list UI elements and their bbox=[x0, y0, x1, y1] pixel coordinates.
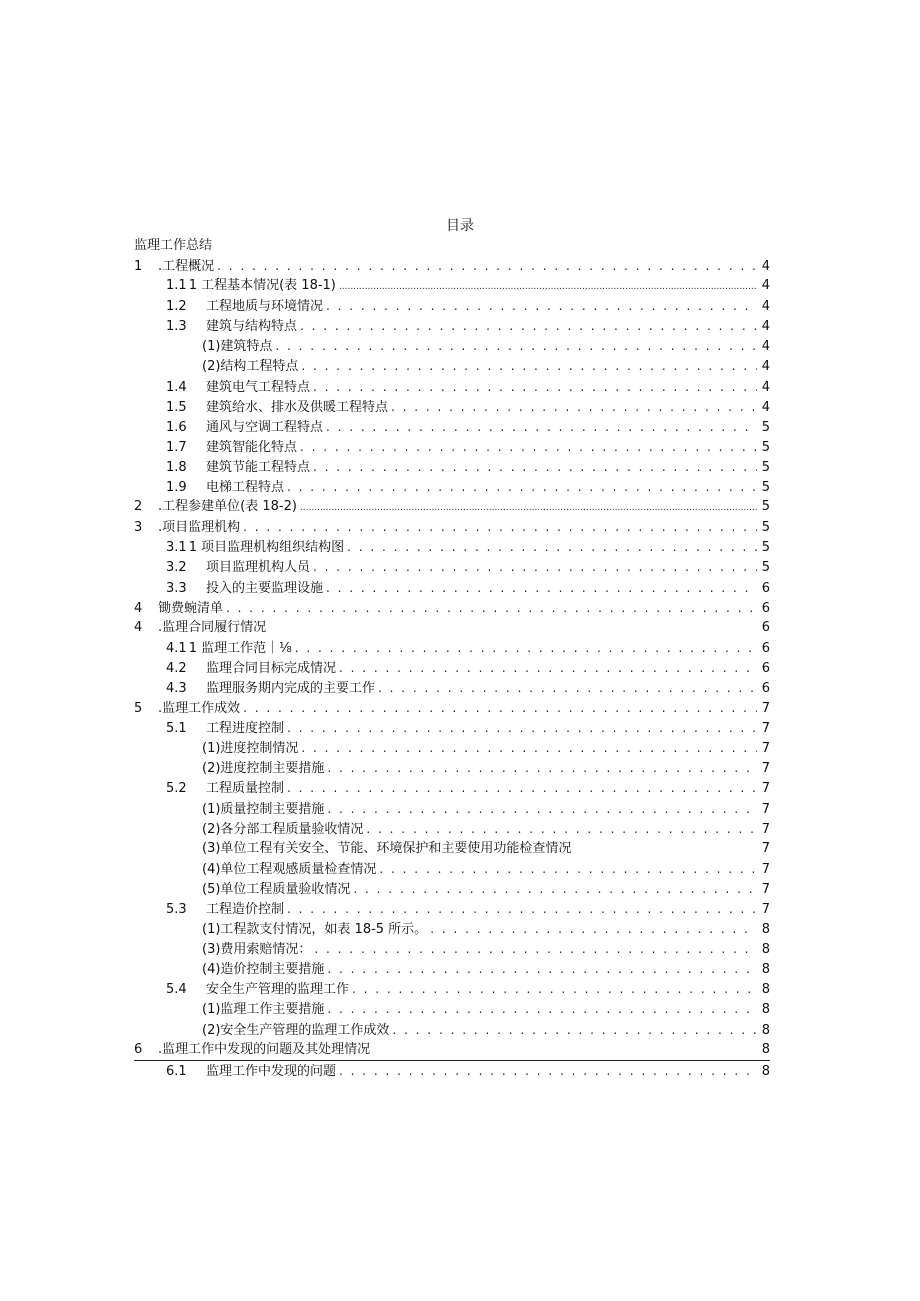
toc-entry-page: 8 bbox=[761, 1022, 770, 1038]
toc-entry[interactable] bbox=[134, 718, 770, 738]
toc-dot-leader bbox=[326, 417, 757, 437]
toc-entry-label: 建筑节能工程特点 bbox=[206, 459, 311, 475]
toc-entry-label: (2)结构工程特点 bbox=[202, 359, 299, 375]
toc-entry[interactable] bbox=[134, 799, 770, 819]
toc-entry-label: (1)工程款支付情况，如表 18-5 所示。 bbox=[202, 922, 428, 938]
toc-entry-label: (1)进度控制情况 bbox=[202, 741, 299, 757]
toc-entry-label: (2)安全生产管理的监理工作成效 bbox=[202, 1022, 390, 1038]
toc-entry-page: 4 bbox=[761, 379, 770, 395]
toc-entry-page: 5 bbox=[761, 499, 770, 515]
toc-entry-page: 4 bbox=[761, 319, 770, 335]
toc-entry-page: 7 bbox=[761, 761, 770, 777]
toc-entry-label: 工程造价控制 bbox=[206, 902, 285, 917]
toc-entry-number: 1.8 bbox=[166, 459, 187, 475]
toc-entry[interactable] bbox=[134, 417, 770, 437]
toc-entry-number: 2 bbox=[134, 499, 143, 515]
toc-entry-label: .工程概况 bbox=[158, 259, 215, 274]
toc-entry[interactable] bbox=[134, 256, 770, 276]
toc-entry-page: 8 bbox=[761, 1063, 770, 1079]
toc-entry[interactable] bbox=[134, 578, 770, 598]
toc-entry-page: 6 bbox=[761, 600, 770, 616]
toc-dot-leader bbox=[313, 457, 757, 477]
toc-entry[interactable] bbox=[134, 678, 770, 698]
toc-dot-leader bbox=[217, 256, 757, 276]
toc-entry-number: 1.1 bbox=[166, 278, 187, 294]
toc-entry-page: 7 bbox=[761, 840, 770, 856]
toc-entry-label: 建筑给水、排水及供暖工程特点 bbox=[206, 399, 389, 415]
toc-entry-label: 工程进度控制 bbox=[206, 721, 285, 737]
toc-entry-page: 5 bbox=[761, 520, 770, 536]
toc-entry-number: 6 bbox=[134, 1041, 143, 1057]
toc-entry-label: .监理合同履行情况 bbox=[158, 619, 267, 635]
toc-entry[interactable] bbox=[134, 899, 770, 919]
toc-entry[interactable] bbox=[134, 1040, 770, 1061]
toc-entry-number: 1.9 bbox=[166, 480, 187, 496]
toc-entry[interactable] bbox=[134, 397, 770, 417]
toc-entry-page: 6 bbox=[761, 580, 770, 596]
toc-entry-label: 1 监理工作范｜⅛ bbox=[188, 640, 292, 656]
toc-entry-label: .监理工作成效 bbox=[158, 701, 241, 717]
toc-dot-leader bbox=[430, 919, 757, 939]
toc-dot-leader bbox=[287, 718, 757, 738]
toc-entry[interactable] bbox=[134, 778, 770, 798]
toc-dot-leader bbox=[295, 638, 757, 658]
toc-entry-number: 1.6 bbox=[166, 419, 187, 435]
toc-entry-page: 8 bbox=[761, 1002, 770, 1018]
toc-entry-label: 投入的主要监理设施 bbox=[206, 580, 324, 596]
toc-entry-label: (1)监理工作主要措施 bbox=[202, 1002, 325, 1018]
toc-entry-label: 监理工作中发现的问题 bbox=[206, 1063, 337, 1079]
toc-entry[interactable] bbox=[134, 356, 770, 376]
toc-entry-label: (3)单位工程有关安全、节能、环境保护和主要使用功能检查情况 bbox=[202, 840, 572, 856]
toc-entry-number: 3.1 bbox=[166, 540, 187, 556]
toc-dot-leader bbox=[287, 778, 757, 798]
toc-entry[interactable] bbox=[134, 517, 770, 537]
toc-entry[interactable] bbox=[134, 658, 770, 678]
toc-entry-label: (2)进度控制主要措施 bbox=[202, 761, 325, 777]
toc-entry[interactable] bbox=[134, 477, 770, 497]
toc-dot-leader bbox=[339, 658, 757, 678]
toc-entry-number: 4 bbox=[134, 600, 143, 616]
toc-entry-number: 5 bbox=[134, 701, 143, 717]
toc-entry[interactable] bbox=[134, 336, 770, 356]
toc-entry-label: 建筑与结构特点 bbox=[206, 319, 298, 335]
toc-entry-number: 1.2 bbox=[166, 299, 187, 315]
toc-entry-page: 7 bbox=[761, 821, 770, 837]
toc-entry-page: 4 bbox=[761, 359, 770, 375]
toc-entry[interactable] bbox=[134, 698, 770, 718]
toc-entry-page: 7 bbox=[761, 741, 770, 757]
toc-entry[interactable] bbox=[134, 939, 770, 959]
toc-dot-leader bbox=[300, 316, 757, 336]
toc-entry-number: 5.4 bbox=[166, 982, 187, 998]
toc-entry-label: 建筑电气工程特点 bbox=[206, 379, 311, 395]
toc-dot-leader bbox=[301, 738, 757, 758]
toc-entry-label: 监理服务期内完成的主要工作 bbox=[206, 680, 376, 696]
toc-dot-leader bbox=[391, 397, 757, 417]
toc-entry-page: 8 bbox=[761, 942, 770, 958]
toc-entry[interactable] bbox=[134, 819, 770, 839]
toc-dot-leader bbox=[326, 578, 757, 598]
toc-entry[interactable] bbox=[134, 758, 770, 778]
toc-entry[interactable] bbox=[134, 638, 770, 658]
toc-entry-label: .项目监理机构 bbox=[158, 520, 241, 536]
toc-entry-page: 8 bbox=[761, 982, 770, 998]
toc-entry-page: 5 bbox=[761, 560, 770, 576]
toc-entry-label: 工程地质与环境情况 bbox=[206, 299, 324, 315]
toc-entry[interactable] bbox=[134, 919, 770, 939]
toc-entry-page: 7 bbox=[761, 902, 770, 917]
toc-entry-page: 8 bbox=[761, 962, 770, 978]
toc-entry[interactable] bbox=[134, 999, 770, 1019]
toc-entry[interactable] bbox=[134, 437, 770, 457]
toc-dot-leader bbox=[327, 799, 757, 819]
toc-dot-leader bbox=[275, 336, 757, 356]
toc-dot-leader bbox=[326, 296, 757, 316]
toc-entry-page: 7 bbox=[761, 701, 770, 717]
toc-entry-page: 5 bbox=[761, 419, 770, 435]
toc-dot-leader bbox=[379, 859, 757, 879]
toc-dot-leader bbox=[243, 698, 757, 718]
toc-dot-leader bbox=[314, 939, 757, 959]
toc-entry-number: 1.3 bbox=[166, 319, 187, 335]
toc-entry-page: 6 bbox=[761, 660, 770, 676]
toc-dot-leader bbox=[226, 598, 757, 618]
toc-entry-number: 3.2 bbox=[166, 560, 187, 576]
toc-entry-label: (4)单位工程观感质量检查情况 bbox=[202, 861, 377, 877]
toc-dot-leader bbox=[339, 1061, 757, 1081]
toc-entry-page: 5 bbox=[761, 459, 770, 475]
toc-entry-number: 1.7 bbox=[166, 439, 187, 455]
toc-entry[interactable] bbox=[134, 598, 770, 618]
toc-dot-leader bbox=[313, 377, 757, 397]
toc-dot-leader bbox=[301, 356, 757, 376]
toc-entry-label: (3)费用索赔情况： bbox=[202, 942, 312, 958]
toc-title: 目录 bbox=[446, 218, 474, 234]
toc-entry-page: 5 bbox=[761, 439, 770, 455]
toc-dot-leader bbox=[243, 517, 757, 537]
toc-entry-label: .工程参建单位(表 18-2) bbox=[158, 499, 297, 515]
toc-dot-leader bbox=[300, 437, 757, 457]
toc-entry-number: 3.3 bbox=[166, 580, 187, 596]
toc-entry[interactable] bbox=[134, 879, 770, 899]
toc-entry[interactable] bbox=[134, 738, 770, 758]
toc-entry[interactable] bbox=[134, 316, 770, 336]
toc-dot-leader bbox=[366, 819, 757, 839]
toc-entry[interactable] bbox=[134, 296, 770, 316]
toc-entry[interactable] bbox=[134, 859, 770, 879]
toc-entry-page: 6 bbox=[761, 640, 770, 656]
toc-subtitle: 监理工作总结 bbox=[134, 238, 213, 253]
toc-entry-page: 6 bbox=[761, 619, 770, 635]
table-of-contents bbox=[134, 236, 770, 1081]
toc-entry-number: 1 bbox=[134, 259, 143, 274]
toc-dot-leader bbox=[352, 979, 757, 999]
toc-entry-label: 通风与空调工程特点 bbox=[206, 419, 324, 435]
toc-dot-leader bbox=[327, 999, 757, 1019]
toc-entry[interactable] bbox=[134, 377, 770, 397]
toc-entry-page: 7 bbox=[761, 721, 770, 737]
toc-entry-page: 4 bbox=[761, 259, 770, 274]
toc-entry-page: 4 bbox=[761, 278, 770, 294]
toc-entry-number: 5.2 bbox=[166, 781, 187, 797]
toc-entry[interactable] bbox=[134, 557, 770, 577]
toc-entry-page: 8 bbox=[761, 1041, 770, 1057]
toc-entry-number: 5.3 bbox=[166, 902, 187, 917]
toc-dot-leader bbox=[327, 758, 757, 778]
toc-entry-label: 1 工程基本情况(表 18-1) bbox=[188, 278, 336, 294]
toc-entry[interactable] bbox=[134, 979, 770, 999]
toc-entries bbox=[134, 256, 770, 1081]
toc-entry[interactable] bbox=[134, 959, 770, 979]
toc-entry-label: 电梯工程特点 bbox=[206, 480, 285, 496]
toc-entry-number: 4.2 bbox=[166, 660, 187, 676]
toc-entry[interactable] bbox=[134, 1061, 770, 1081]
toc-entry-label: (1)质量控制主要措施 bbox=[202, 801, 325, 817]
toc-entry-label: 项目监理机构人员 bbox=[206, 560, 311, 576]
toc-entry-label: (2)各分部工程质量验收情况 bbox=[202, 821, 364, 837]
toc-entry[interactable] bbox=[134, 276, 770, 296]
toc-dot-leader bbox=[378, 678, 757, 698]
toc-dot-leader bbox=[327, 959, 757, 979]
toc-entry-label: (5)单位工程质量验收情况 bbox=[202, 881, 351, 897]
toc-entry-page: 8 bbox=[761, 922, 770, 938]
toc-entry-label: .监理工作中发现的问题及其处理情况 bbox=[158, 1041, 371, 1057]
toc-entry-page: 4 bbox=[761, 399, 770, 415]
toc-entry-number: 5.1 bbox=[166, 721, 187, 737]
toc-dot-leader bbox=[392, 1020, 757, 1040]
toc-entry[interactable] bbox=[134, 618, 770, 638]
toc-entry-number: 1.5 bbox=[166, 399, 187, 415]
toc-dot-leader bbox=[287, 899, 757, 919]
toc-entry-label: 锄费蜿清单 bbox=[158, 600, 224, 616]
toc-entry-label: 建筑智能化特点 bbox=[206, 439, 298, 455]
toc-entry-number: 3 bbox=[134, 520, 143, 536]
toc-entry-page: 4 bbox=[761, 339, 770, 355]
toc-entry-page: 6 bbox=[761, 680, 770, 696]
toc-entry-label: 安全生产管理的监理工作 bbox=[206, 982, 350, 998]
toc-dot-leader bbox=[347, 537, 757, 557]
toc-entry[interactable] bbox=[134, 1020, 770, 1040]
toc-dot-leader bbox=[339, 277, 757, 296]
toc-entry-number: 4 bbox=[134, 619, 143, 635]
toc-dot-leader bbox=[313, 557, 757, 577]
toc-entry-page: 7 bbox=[761, 881, 770, 897]
toc-entry-label: (4)造价控制主要措施 bbox=[202, 962, 325, 978]
toc-entry-page: 7 bbox=[761, 861, 770, 877]
toc-entry-label: 1 项目监理机构组织结构图 bbox=[188, 540, 345, 556]
toc-entry-number: 4.1 bbox=[166, 640, 187, 656]
toc-entry-page: 7 bbox=[761, 801, 770, 817]
toc-entry-number: 1.4 bbox=[166, 379, 187, 395]
toc-entry[interactable] bbox=[134, 537, 770, 557]
toc-entry[interactable] bbox=[134, 497, 770, 517]
toc-entry-number: 4.3 bbox=[166, 680, 187, 696]
toc-dot-leader bbox=[300, 498, 757, 517]
toc-entry-number: 6.1 bbox=[166, 1063, 187, 1079]
toc-entry-page: 5 bbox=[761, 540, 770, 556]
toc-entry[interactable] bbox=[134, 457, 770, 477]
toc-entry[interactable] bbox=[134, 839, 770, 859]
toc-entry-label: 工程质量控制 bbox=[206, 781, 285, 797]
toc-entry-page: 7 bbox=[761, 781, 770, 797]
toc-dot-leader bbox=[287, 477, 757, 497]
toc-dot-leader bbox=[353, 879, 757, 899]
toc-entry-page: 5 bbox=[761, 480, 770, 496]
toc-entry-page: 4 bbox=[761, 299, 770, 315]
toc-entry-label: 监理合同目标完成情况 bbox=[206, 660, 337, 676]
toc-entry-label: (1)建筑特点 bbox=[202, 339, 273, 355]
